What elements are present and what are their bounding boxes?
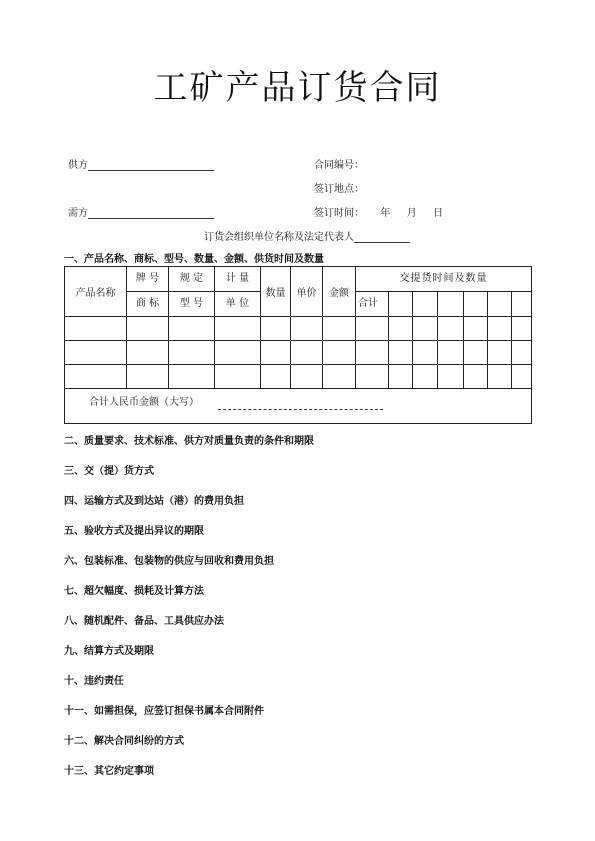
table-cell[interactable] xyxy=(169,341,215,365)
representative-label: 订货会组织单位名称及法定代表人 xyxy=(204,232,354,243)
header-price: 单价 xyxy=(291,267,323,317)
table-cell[interactable] xyxy=(389,365,413,389)
header-amount: 金额 xyxy=(323,267,356,317)
table-cell[interactable] xyxy=(261,365,291,389)
sign-time-row xyxy=(314,204,443,219)
table-cell[interactable] xyxy=(323,341,356,365)
table-cell[interactable] xyxy=(356,317,389,341)
table-cell[interactable] xyxy=(512,292,532,317)
section-8-heading: 八、随机配件、备品、工具供应办法 xyxy=(64,616,224,627)
header-delivery: 交提货时间及数量 xyxy=(356,267,532,292)
day-label: 日 xyxy=(433,208,444,219)
table-cell[interactable] xyxy=(488,365,512,389)
section-6-heading: 六、包装标准、包装物的供应与回收和费用负担 xyxy=(64,556,274,567)
table-cell[interactable] xyxy=(169,317,215,341)
table-cell[interactable] xyxy=(438,365,464,389)
table-cell[interactable] xyxy=(438,317,464,341)
representative-row xyxy=(204,228,410,243)
table-cell[interactable] xyxy=(512,317,532,341)
table-cell[interactable] xyxy=(488,341,512,365)
table-cell[interactable] xyxy=(389,341,413,365)
contract-title: 工矿产品订货合同 xyxy=(153,68,442,108)
buyer-label: 需方 xyxy=(68,208,88,219)
header-total: 合计 xyxy=(356,292,389,317)
product-table xyxy=(64,266,532,424)
sign-place-row xyxy=(314,180,364,195)
table-cell[interactable] xyxy=(215,341,261,365)
section-1-heading: 一、产品名称、商标、型号、数量、金额、供货时间及数量 xyxy=(64,254,324,265)
header-spec-bottom: 型 号 xyxy=(169,292,215,317)
table-row xyxy=(65,317,532,341)
table-cell[interactable] xyxy=(261,317,291,341)
supplier-label: 供方 xyxy=(68,160,88,171)
buyer-field[interactable] xyxy=(88,207,214,219)
sign-place-label: 签订地点： xyxy=(314,184,364,195)
table-cell[interactable] xyxy=(127,317,169,341)
section-12-heading: 十二、解决合同纠纷的方式 xyxy=(64,736,184,747)
section-2-heading: 二、质量要求、技术标准、供方对质量负责的条件和期限 xyxy=(64,436,314,447)
table-cell[interactable] xyxy=(291,365,323,389)
table-cell[interactable] xyxy=(438,292,464,317)
table-cell[interactable] xyxy=(464,341,488,365)
section-5-heading: 五、验收方式及提出异议的期限 xyxy=(64,526,204,537)
section-4-heading: 四、运输方式及到达站（港）的费用负担 xyxy=(64,496,244,507)
buyer-row xyxy=(68,204,214,219)
table-cell[interactable] xyxy=(512,365,532,389)
sum-row xyxy=(65,389,532,424)
header-brand-top: 牌 号 xyxy=(127,267,169,292)
table-cell[interactable] xyxy=(215,365,261,389)
section-7-heading: 七、超欠幅度、损耗及计算方法 xyxy=(64,586,204,597)
table-row xyxy=(65,341,532,365)
section-11-heading: 十一、如需担保，应签订担保书属本合同附件 xyxy=(64,706,264,717)
table-cell[interactable] xyxy=(127,341,169,365)
year-label: 年 xyxy=(380,208,391,219)
section-13-heading: 十三、其它约定事项 xyxy=(64,766,154,777)
table-cell[interactable] xyxy=(389,292,413,317)
contract-no-label: 合同编号： xyxy=(314,160,364,171)
table-cell[interactable] xyxy=(65,365,127,389)
header-brand-bottom: 商 标 xyxy=(127,292,169,317)
table-cell[interactable] xyxy=(413,341,438,365)
table-row xyxy=(65,365,532,389)
header-quantity: 数量 xyxy=(261,267,291,317)
table-cell[interactable] xyxy=(464,317,488,341)
table-cell[interactable] xyxy=(488,317,512,341)
table-cell[interactable] xyxy=(356,341,389,365)
table-cell[interactable] xyxy=(413,292,438,317)
table-cell[interactable] xyxy=(291,317,323,341)
month-label: 月 xyxy=(406,208,417,219)
section-10-heading: 十、违约责任 xyxy=(64,676,124,687)
table-cell[interactable] xyxy=(65,341,127,365)
header-spec-top: 规 定 xyxy=(169,267,215,292)
table-cell[interactable] xyxy=(464,292,488,317)
contract-no-row xyxy=(314,156,364,171)
header-unit-bottom: 单 位 xyxy=(215,292,261,317)
table-cell[interactable] xyxy=(356,365,389,389)
table-cell[interactable] xyxy=(488,292,512,317)
header-unit-top: 计 量 xyxy=(215,267,261,292)
table-cell[interactable] xyxy=(438,341,464,365)
table-cell[interactable] xyxy=(215,317,261,341)
table-cell[interactable] xyxy=(389,317,413,341)
section-3-heading: 三、交（提）货方式 xyxy=(64,466,154,477)
table-cell[interactable] xyxy=(261,341,291,365)
table-cell[interactable] xyxy=(413,365,438,389)
representative-field[interactable] xyxy=(354,231,410,243)
table-cell[interactable] xyxy=(169,365,215,389)
table-cell[interactable] xyxy=(65,317,127,341)
header-product-name: 产品名称 xyxy=(65,267,127,317)
table-cell[interactable] xyxy=(512,341,532,365)
table-cell[interactable] xyxy=(464,365,488,389)
supplier-field[interactable] xyxy=(88,159,214,171)
table-cell[interactable] xyxy=(413,317,438,341)
table-cell[interactable] xyxy=(291,341,323,365)
table-cell[interactable] xyxy=(323,317,356,341)
sum-amount-line xyxy=(218,409,383,410)
table-cell[interactable] xyxy=(127,365,169,389)
section-9-heading: 九、结算方式及期限 xyxy=(64,646,154,657)
supplier-row xyxy=(68,156,214,171)
table-cell[interactable] xyxy=(323,365,356,389)
sum-label[interactable]: 合计人民币金额（大写） xyxy=(65,389,532,424)
sign-time-label: 签订时间： xyxy=(314,208,364,219)
